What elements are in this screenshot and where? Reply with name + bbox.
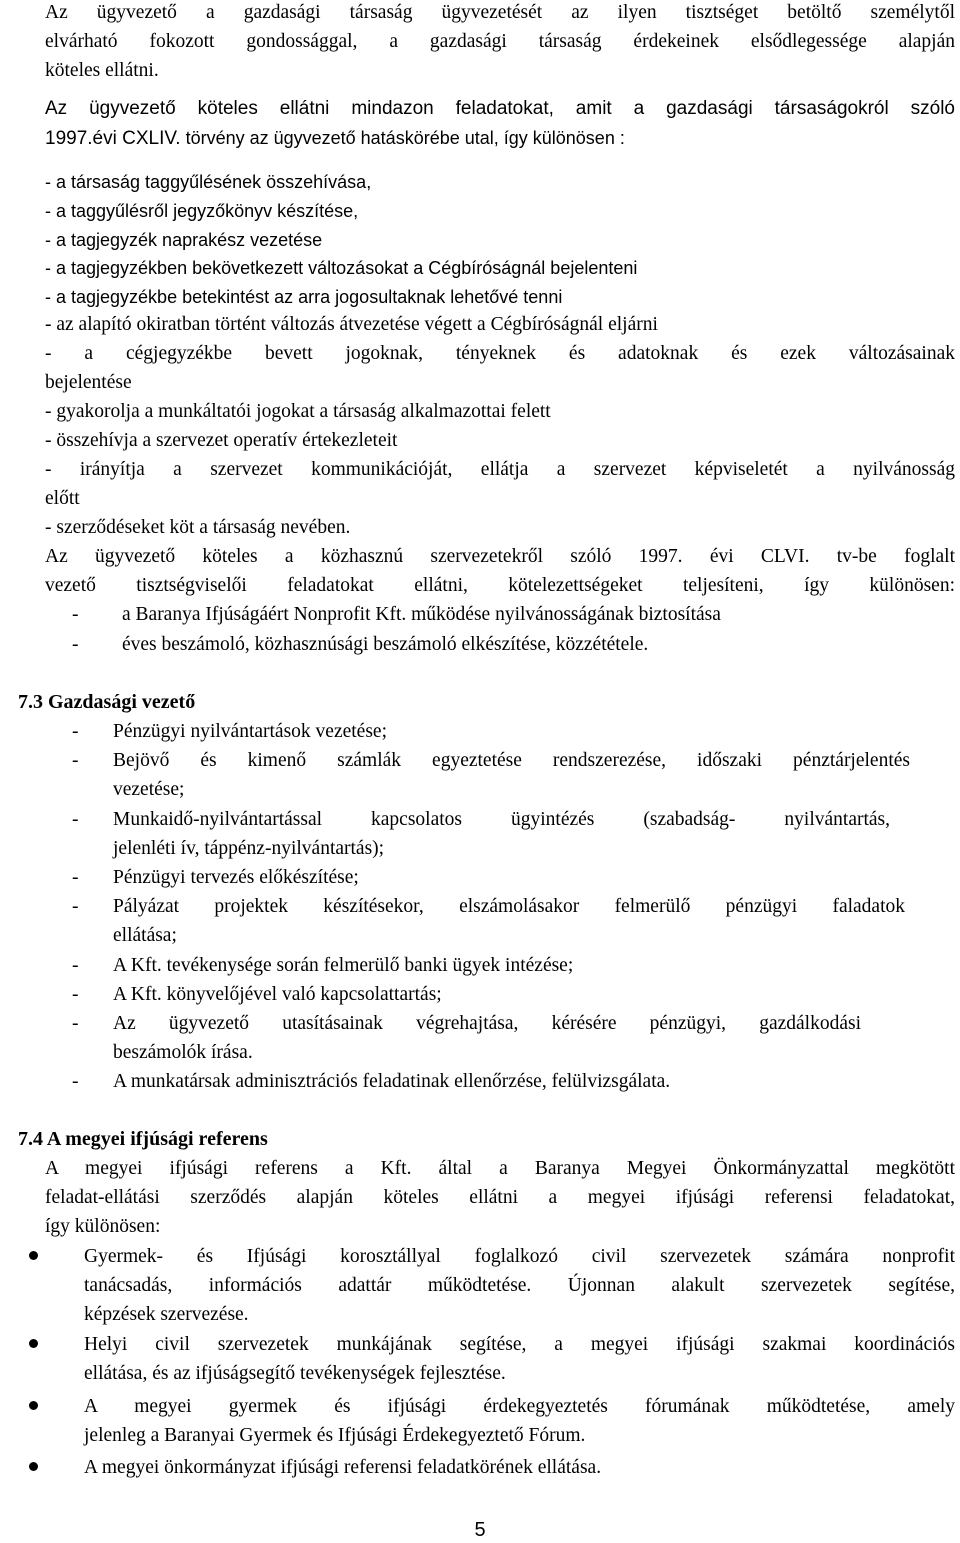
section-heading-7-4: 7.4 A megyei ifjúsági referens: [18, 1128, 268, 1150]
finance-item-continuation: jelenléti ív, táppénz-nyilvántartás);: [113, 838, 385, 859]
dash-marker: -: [72, 721, 79, 742]
dash-marker: -: [72, 955, 79, 976]
finance-item-continuation: ellátása;: [113, 925, 177, 946]
duty-item: - irányítja a szervezet kommunikációját, ellátja a szervezet képviseletét a nyilvánosság: [45, 459, 955, 480]
dash-marker: -: [72, 604, 79, 625]
finance-item: Bejövő és kimenő számlák egyeztetése rendszerezése, időszaki pénztárjelentés: [113, 750, 910, 771]
bullet-icon: [29, 1462, 38, 1471]
duty-item: - a tagjegyzékben bekövetkezett változásokat a Cégbíróságnál bejelenteni: [45, 258, 638, 278]
finance-item: A Kft. tevékenysége során felmerülő banki ügyek intézése;: [113, 955, 574, 976]
public-benefit-line-1: Az ügyvezető köteles a közhasznú szervezetekről szóló 1997. évi CLVI. tv-be foglalt: [45, 546, 955, 567]
intro-line-5: [45, 126, 625, 152]
dash-marker: -: [72, 750, 79, 771]
duty-item-continuation: előtt: [45, 488, 80, 509]
referens-task: Gyermek- és Ifjúsági korosztállyal foglalkozó civil szervezetek számára nonprofit: [84, 1246, 955, 1267]
duty-item: - a társaság taggyűlésének összehívása,: [45, 172, 372, 192]
law-reference: 1997.évi CXLIV.: [45, 128, 181, 149]
finance-item: Pályázat projektek készítésekor, elszámolásakor felmerülő pénzügyi faladatok: [113, 896, 905, 917]
referens-task: A megyei önkormányzat ifjúsági referensi feladatkörének ellátása.: [84, 1457, 602, 1478]
intro-line-1: Az ügyvezető a gazdasági társaság ügyvezetését az ilyen tisztséget betöltő személytől: [45, 2, 955, 23]
duty-item-continuation: bejelentése: [45, 372, 132, 393]
referens-task: Helyi civil szervezetek munkájának segítése, a megyei ifjúsági szakmai koordinációs: [84, 1334, 955, 1355]
finance-item: Pénzügyi nyilvántartások vezetése;: [113, 721, 387, 742]
duty-item: - az alapító okiratban történt változás átvezetése végett a Cégbíróságnál eljárni: [45, 314, 658, 335]
page-number: 5: [474, 1519, 486, 1541]
bullet-icon: [29, 1401, 38, 1410]
dash-marker: -: [72, 896, 79, 917]
finance-item: A Kft. könyvelőjével való kapcsolattartás;: [113, 984, 442, 1005]
referens-intro-line-1: A megyei ifjúsági referens a Kft. által a Baranya Megyei Önkormányzattal megkötött: [45, 1158, 955, 1179]
intro-line-2: elvárható fokozott gondossággal, a gazdasági társaság érdekeinek elsődlegessége alapján: [45, 31, 955, 52]
finance-item-continuation: vezetése;: [113, 779, 185, 800]
intro-line-3: köteles ellátni.: [45, 60, 159, 81]
dash-marker: -: [72, 1071, 79, 1092]
referens-task-continuation: jelenleg a Baranyai Gyermek és Ifjúsági Érdekegyeztető Fórum.: [84, 1425, 586, 1446]
intro-line-5-rest: törvény az ügyvezető hatáskörébe utal, így különösen :: [180, 128, 625, 148]
intro-line-4: Az ügyvezető köteles ellátni mindazon feladatokat, amit a gazdasági társaságokról szóló: [45, 98, 955, 119]
duty-item: - a tagjegyzékbe betekintést az arra jogosultaknak lehetővé tenni: [45, 287, 563, 307]
duty-item: - szerződéseket köt a társaság nevében.: [45, 517, 351, 538]
referens-task: A megyei gyermek és ifjúsági érdekegyeztetés fórumának működtetése, amely: [84, 1396, 955, 1417]
dash-marker: -: [72, 809, 79, 830]
duty-item: - gyakorolja a munkáltatói jogokat a társaság alkalmazottai felett: [45, 401, 551, 422]
dash-marker: -: [72, 867, 79, 888]
public-benefit-sub-item: a Baranya Ifjúságáért Nonprofit Kft. működése nyilvánosságának biztosítása: [122, 604, 721, 625]
section-heading-7-3: 7.3 Gazdasági vezető: [18, 691, 196, 713]
public-benefit-sub-item: éves beszámoló, közhasznúsági beszámoló elkészítése, közzététele.: [122, 634, 649, 655]
referens-intro-line-2: feladat-ellátási szerződés alapján köteles ellátni a megyei ifjúsági referensi feladatokat,: [45, 1187, 955, 1208]
duty-item: - a cégjegyzékbe bevett jogoknak, tényeknek és adatoknak és ezek változásainak: [45, 343, 955, 364]
finance-item: Az ügyvezető utasításainak végrehajtása, kérésére pénzügyi, gazdálkodási: [113, 1013, 861, 1034]
referens-task-continuation: képzések szervezése.: [84, 1304, 249, 1325]
dash-marker: -: [72, 1013, 79, 1034]
dash-marker: -: [72, 984, 79, 1005]
finance-item: A munkatársak adminisztrációs feladatinak ellenőrzése, felülvizsgálata.: [113, 1071, 671, 1092]
bullet-icon: [29, 1251, 38, 1260]
referens-task-continuation: tanácsadás, információs adattár működtetése. Újonnan alakult szervezetek segítése,: [84, 1275, 955, 1296]
referens-task-continuation: ellátása, és az ifjúságsegítő tevékenységek fejlesztése.: [84, 1363, 506, 1384]
referens-intro-line-3: így különösen:: [45, 1216, 161, 1237]
duty-item: - összehívja a szervezet operatív értekezleteit: [45, 430, 398, 451]
finance-item: Munkaidő-nyilvántartással kapcsolatos ügyintézés (szabadság- nyilvántartás,: [113, 809, 890, 830]
duty-item: - a tagjegyzék naprakész vezetése: [45, 230, 323, 250]
dash-marker: -: [72, 634, 79, 655]
duty-item: - a taggyűlésről jegyzőkönyv készítése,: [45, 201, 359, 221]
public-benefit-line-2: vezető tisztségviselői feladatokat ellátni, kötelezettségeket teljesíteni, így különösen:: [45, 575, 955, 596]
bullet-icon: [29, 1339, 38, 1348]
finance-item: Pénzügyi tervezés előkészítése;: [113, 867, 359, 888]
finance-item-continuation: beszámolók írása.: [113, 1042, 253, 1063]
